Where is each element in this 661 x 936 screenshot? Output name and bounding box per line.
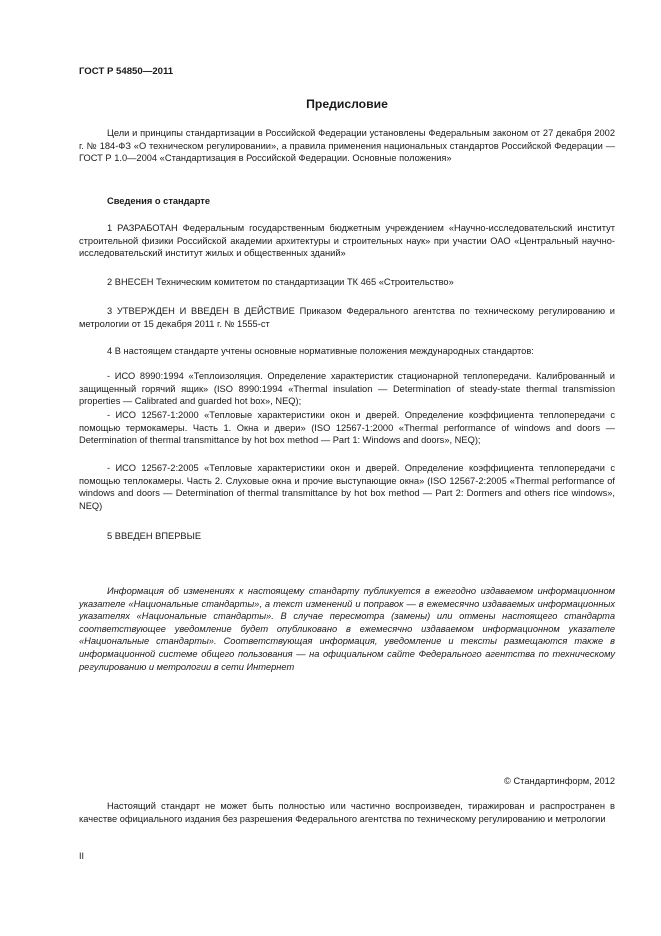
copyright: © Стандартинформ, 2012	[504, 776, 615, 786]
item-4: 4 В настоящем стандарте учтены основные нормативные положения международных стандартов:	[107, 346, 534, 356]
section-title: Сведения о стандарте	[107, 196, 211, 206]
item-4-list-1: - ИСО 8990:1994 «Теплоизоляция. Определение характеристик стационарной теплопередачи. Калиброванный и защищенный горячий ящик» (ISO 8990:1994 «Thermal insulation — Determination of steady-state thermal transmission properties — Calibrated and guarded hot box», NEQ);	[79, 371, 615, 407]
item-3: 3 УТВЕРЖДЕН И ВВЕДЕН В ДЕЙСТВИЕ Приказом Федерального агентства по техническому регулированию и метрологии от 15 декабря 2011 г. № 1555-ст	[79, 306, 615, 329]
item-5: 5 ВВЕДЕН ВПЕРВЫЕ	[107, 531, 202, 541]
document-header: ГОСТ Р 54850—2011	[79, 66, 174, 77]
item-1: 1 РАЗРАБОТАН Федеральным государственным бюджетным учреждением «Научно-исследовательский институт строительной физики Российской академии архитектуры и строительных наук» при участии ОАО «Центральный научно-исследовательский институт жилых и общественных зданий»	[79, 223, 615, 259]
intro-paragraph: Цели и принципы стандартизации в Российской Федерации установлены Федеральным законом от 27 декабря 2002 г. № 184-ФЗ «О техническом регулировании», а правила применения национальных стандартов Российской Федерации — ГОСТ Р 1.0—2004 «Стандартизация в Российской Федерации. Основные положения»	[79, 128, 615, 164]
page-title: Предисловие	[306, 97, 388, 111]
reproduction-notice: Настоящий стандарт не может быть полностью или частично воспроизведен, тиражирован и распространен в качестве официального издания без разрешения Федерального агентства по техническому регулированию и метрологии	[79, 801, 615, 824]
info-notice: Информация об изменениях к настоящему стандарту публикуется в ежегодно издаваемом информационном указателе «Национальные стандарты», а текст изменений и поправок — в ежемесячно издаваемых информационных указателях «Национальные стандарты». В случае пересмотра (замены) или отмены настоящего стандарта соответствующее уведомление будет опубликовано в ежемесячно издаваемом информационном указателе «Национальные стандарты». Соответствующая информация, уведомление и тексты размещаются также в информационной системе общего пользования — на официальном сайте Федерального агентства по техническому регулированию и метрологии в сети Интернет	[79, 586, 615, 672]
page-number: II	[79, 851, 85, 861]
item-2: 2 ВНЕСЕН Техническим комитетом по стандартизации ТК 465 «Строительство»	[107, 277, 454, 287]
item-4-list-2: - ИСО 12567-1:2000 «Тепловые характеристики окон и дверей. Определение коэффициента теплопередачи с помощью термокамеры. Часть 1. Окна и двери» (ISO 12567-1:2000 «Thermal performance of windows and doors — Determination of thermal transmittance by hot box method — Part 1: Windows and doors», NEQ);	[79, 410, 615, 446]
item-4-list-3: - ИСО 12567-2:2005 «Тепловые характеристики окон и дверей. Определение коэффициента теплопередачи с помощью теплокамеры. Часть 2. Слуховые окна и прочие выступающие окна» (ISO 12567-2:2005 «Thermal performance of windows and doors — Determination of thermal transmittance by hot box method — Part 2: Dormers and others rice windows», NEQ)	[79, 463, 615, 511]
